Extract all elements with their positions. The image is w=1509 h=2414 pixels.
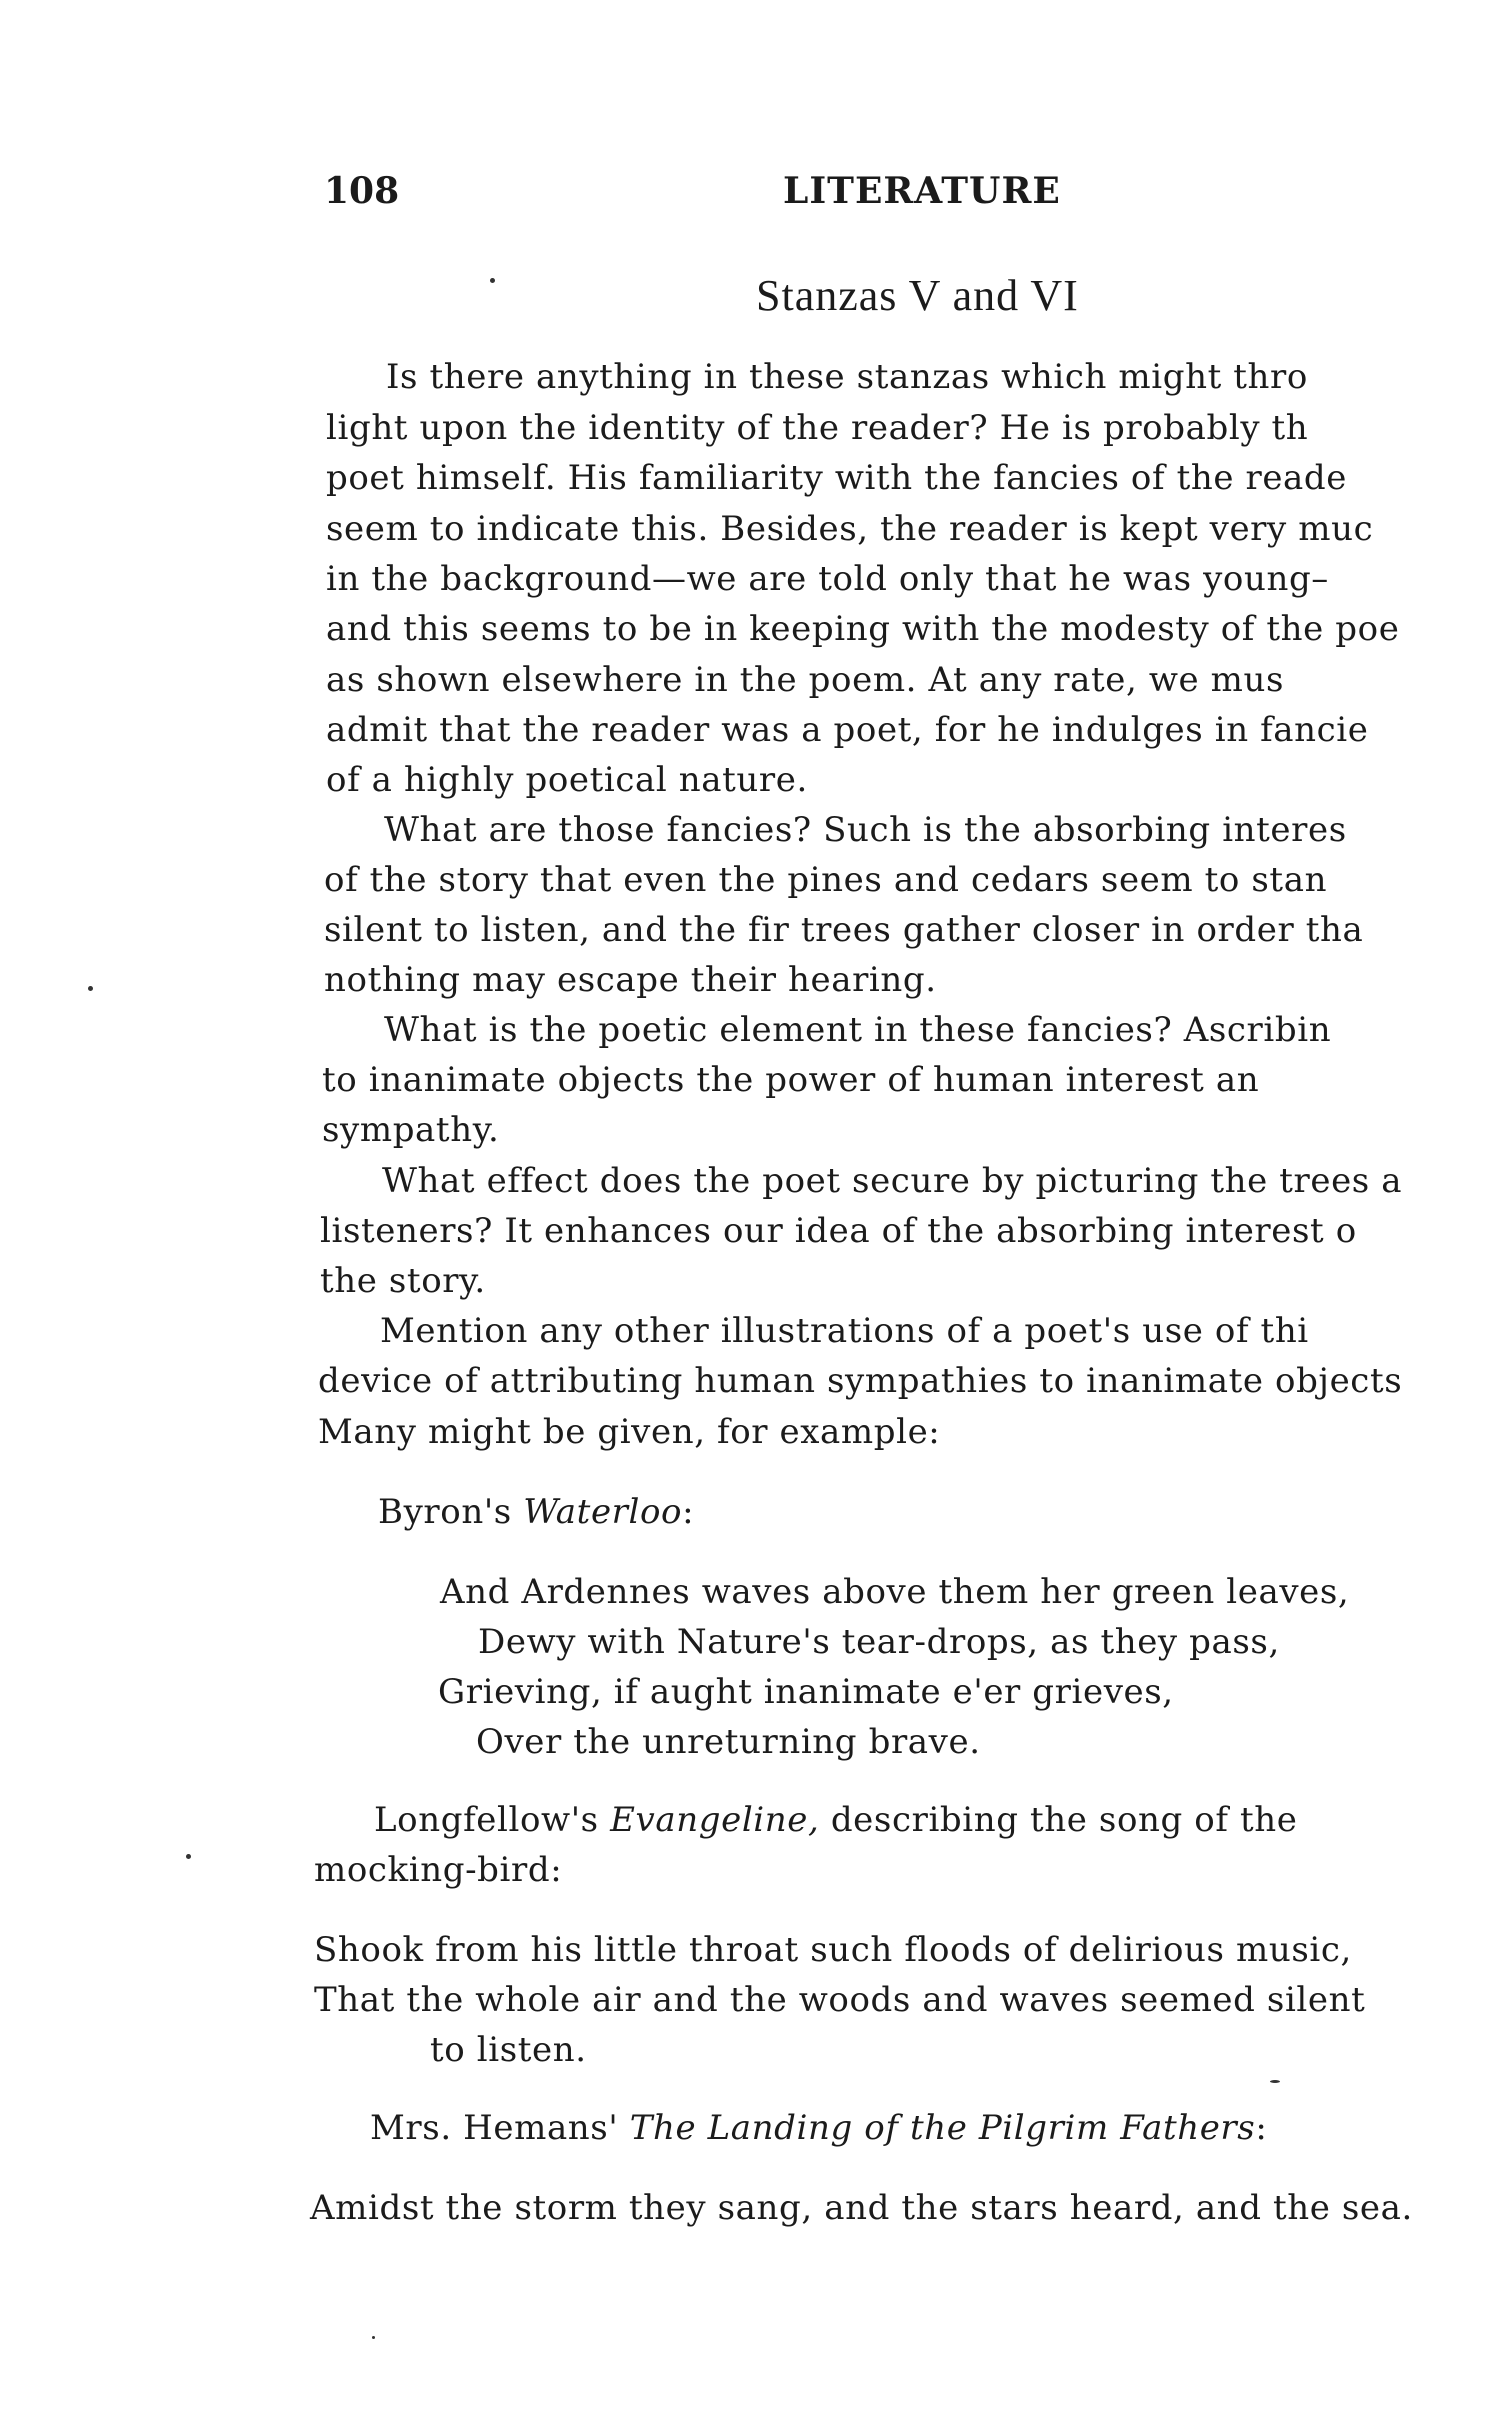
author-name: Mrs. Hemans': [370, 2108, 630, 2148]
scan-speck: [372, 2336, 375, 2339]
text-line: sympathy.: [322, 1110, 500, 1150]
intro-punct: :: [1255, 2108, 1268, 2148]
verse-line: Over the unreturning brave.: [476, 1722, 981, 1762]
text-line: device of attributing human sympathies to inanimate objects: [318, 1361, 1403, 1401]
text-line: admit that the reader was a poet, for he indulges in fancie: [326, 710, 1369, 750]
scan-speck: [490, 278, 495, 283]
verse-line: Amidst the storm they sang, and the stars heard, and the sea.: [310, 2188, 1413, 2228]
text-line: light upon the identity of the reader? He is probably th: [326, 408, 1309, 448]
text-line: and this seems to be in keeping with the modesty of the poe: [326, 609, 1400, 649]
text-line: nothing may escape their hearing.: [324, 960, 937, 1000]
intro-tail: describing the song of the: [819, 1800, 1298, 1840]
text-line: What is the poetic element in these fancies? Ascribin: [384, 1010, 1332, 1050]
text-line: as shown elsewhere in the poem. At any rate, we mus: [326, 660, 1285, 700]
text-line: Many might be given, for example:: [318, 1412, 941, 1452]
quote-intro: [374, 1800, 1297, 1840]
verse-line: That the whole air and the woods and waves seemed silent: [314, 1980, 1366, 2020]
scan-speck: [1270, 2080, 1280, 2083]
text-line: listeners? It enhances our idea of the absorbing interest o: [320, 1211, 1357, 1251]
scan-speck: [186, 1854, 191, 1859]
quote-intro: [370, 2108, 1267, 2148]
work-title: Evangeline,: [610, 1800, 820, 1840]
text-line: of a highly poetical nature.: [326, 760, 808, 800]
scan-speck: [88, 986, 93, 991]
text-line: to inanimate objects the power of human interest an: [322, 1060, 1260, 1100]
verse-line: Grieving, if aught inanimate e'er grieves,: [438, 1672, 1174, 1712]
work-title: The Landing of the Pilgrim Fathers: [629, 2108, 1256, 2148]
text-line: Mention any other illustrations of a poet's use of thi: [380, 1311, 1309, 1351]
quote-intro-line2: mocking-bird:: [314, 1850, 563, 1890]
text-line: of the story that even the pines and cedars seem to stan: [324, 860, 1328, 900]
intro-punct: :: [682, 1492, 695, 1532]
page-number: 108: [324, 170, 400, 212]
verse-line: And Ardennes waves above them her green leaves,: [440, 1572, 1350, 1612]
text-line: What effect does the poet secure by picturing the trees a: [382, 1161, 1403, 1201]
text-line: poet himself. His familiarity with the fancies of the reade: [326, 458, 1348, 498]
author-name: Longfellow's: [374, 1800, 611, 1840]
text-line: What are those fancies? Such is the absorbing interes: [384, 810, 1347, 850]
author-name: Byron's: [378, 1492, 524, 1532]
verse-line: Dewy with Nature's tear-drops, as they pass,: [478, 1622, 1280, 1662]
section-title: Stanzas V and VI: [756, 271, 1079, 320]
work-title: Waterloo: [523, 1492, 683, 1532]
text-line: seem to indicate this. Besides, the reader is kept very muc: [326, 509, 1374, 549]
text-line: in the background—we are told only that he was young–: [326, 559, 1329, 599]
quote-intro: [378, 1492, 694, 1532]
text-line: the story.: [320, 1261, 486, 1301]
text-line: Is there anything in these stanzas which might thro: [386, 357, 1308, 397]
running-title: LITERATURE: [783, 170, 1061, 212]
text-line: silent to listen, and the fir trees gather closer in order tha: [324, 910, 1364, 950]
verse-line: to listen.: [430, 2030, 587, 2070]
verse-line: Shook from his little throat such floods of delirious music,: [314, 1930, 1352, 1970]
